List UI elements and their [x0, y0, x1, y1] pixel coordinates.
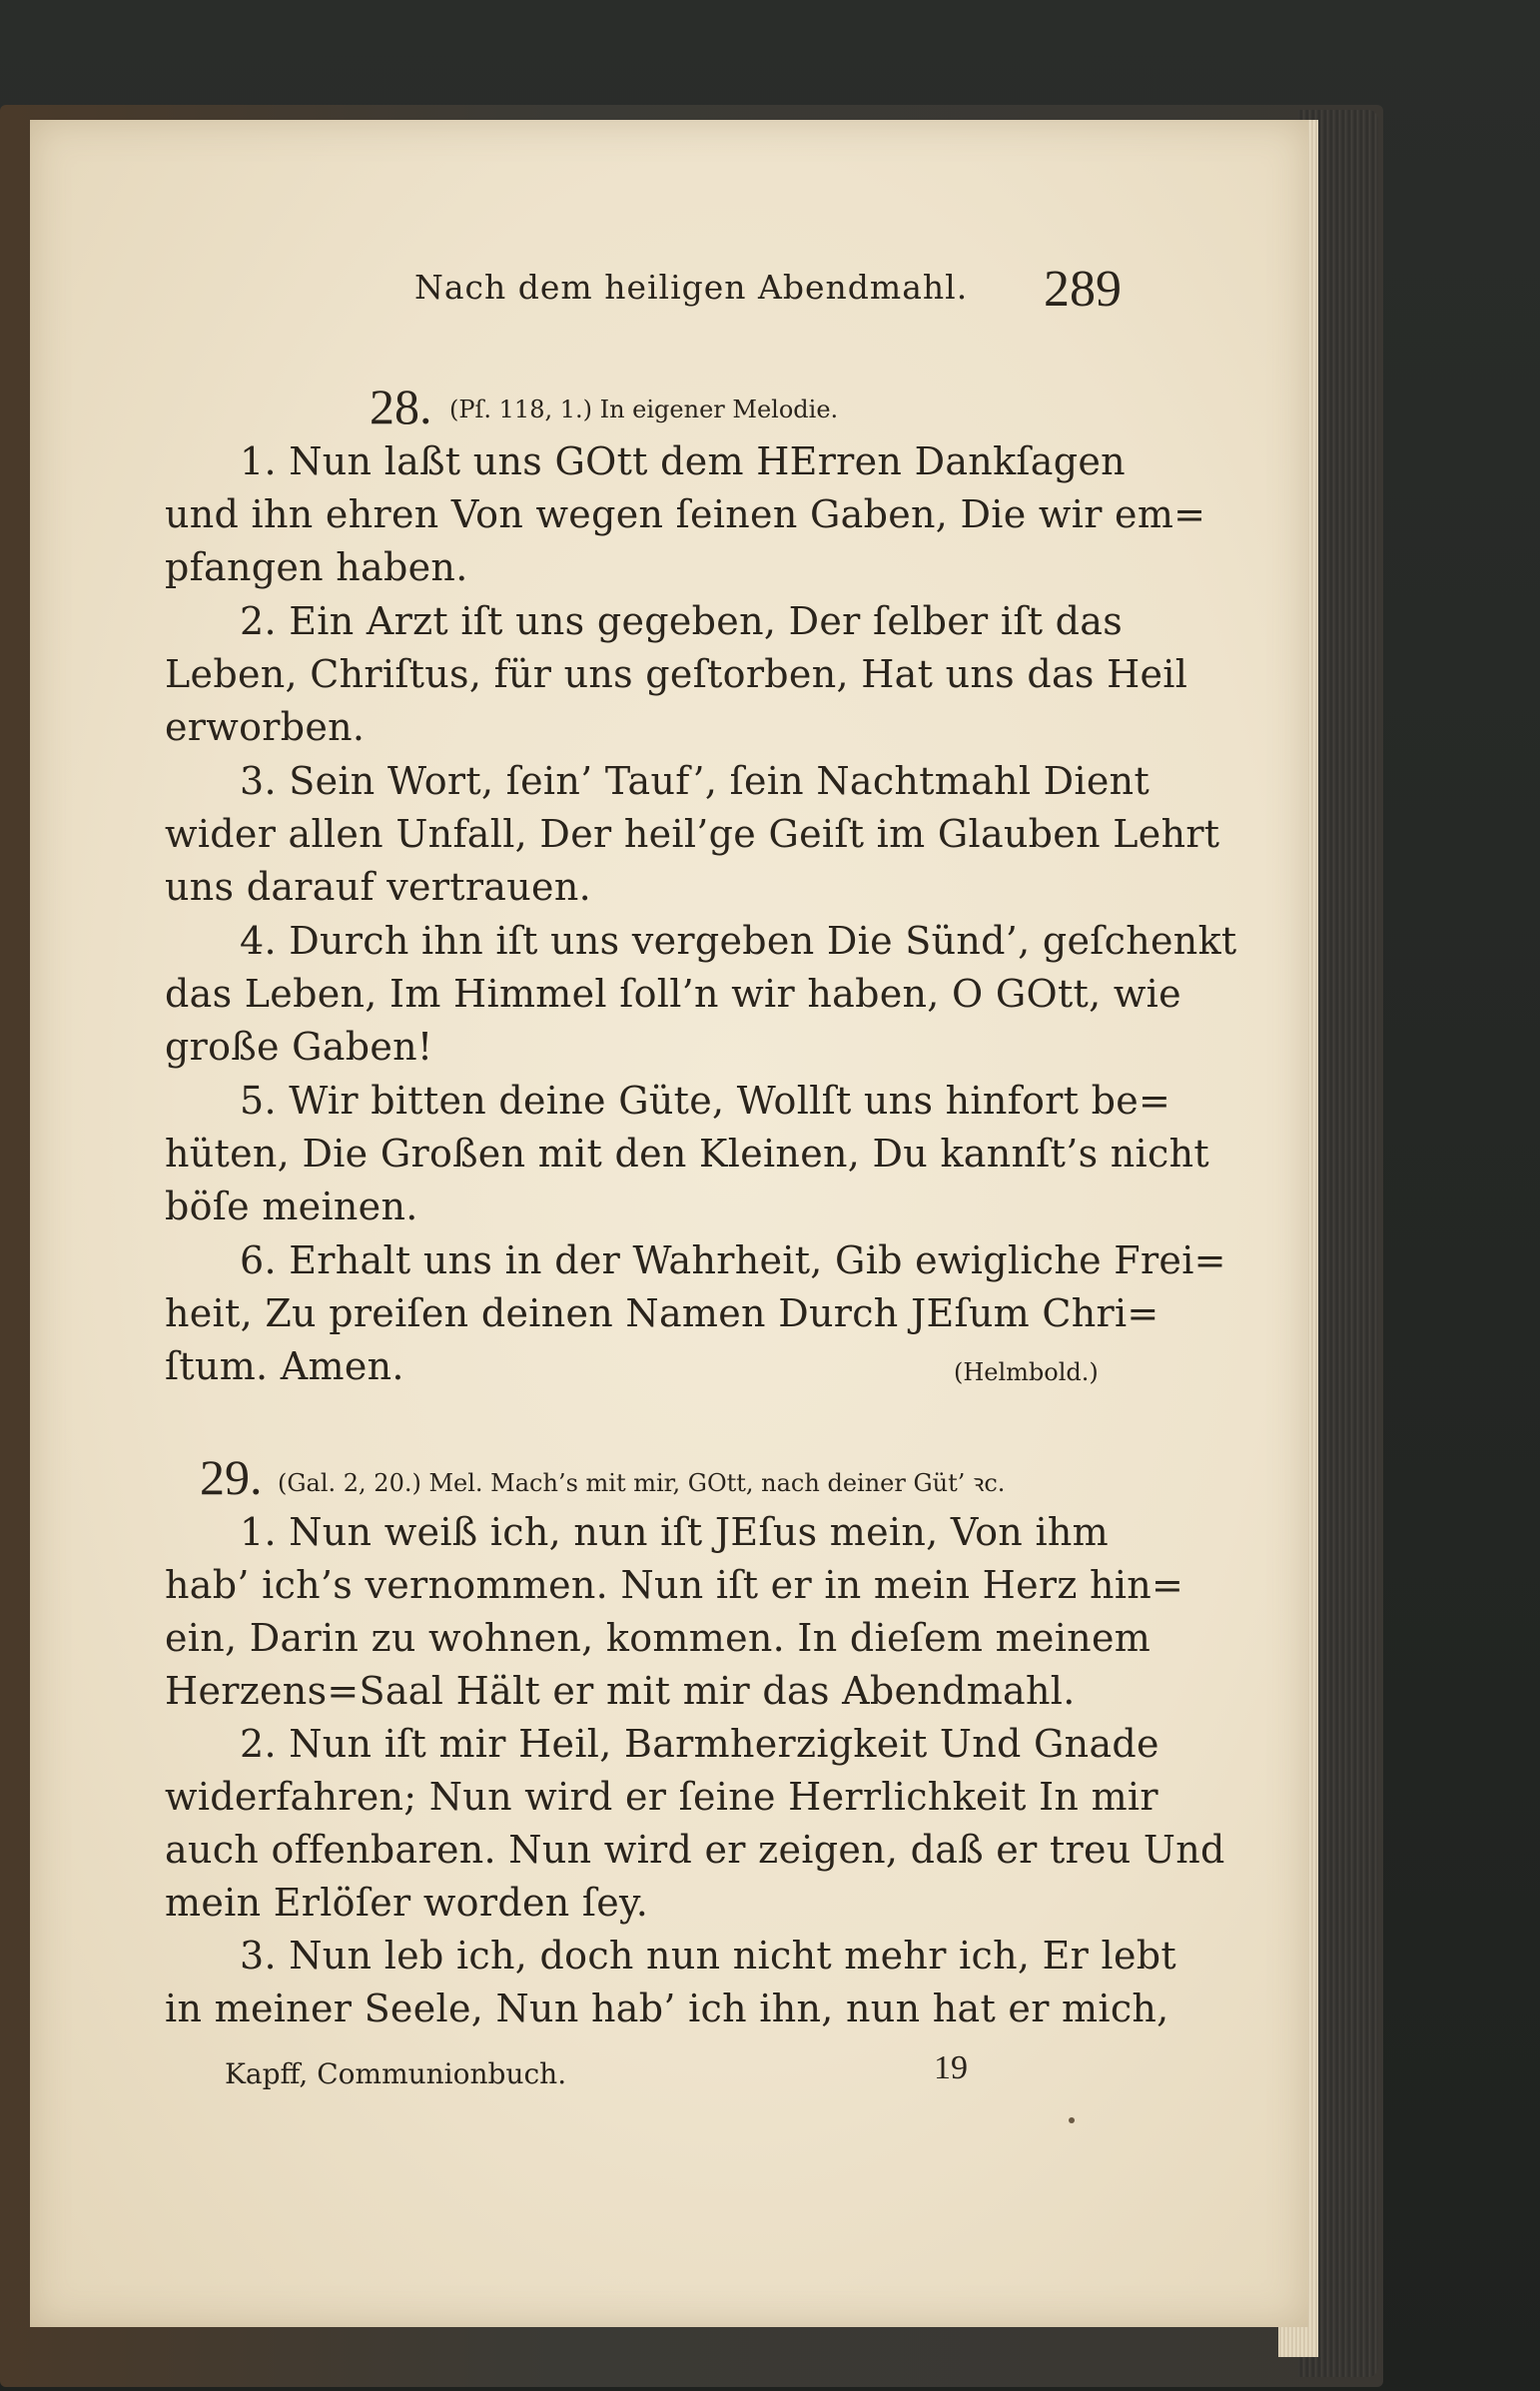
verse-line: auch offenbaren. Nun wird er zeigen, daß er treu Und	[165, 1828, 1225, 1872]
verse-line: 3. Sein Wort, ſein’ Tauf’, ſein Nachtmahl Dient	[240, 759, 1151, 803]
hymn-number: 28.	[370, 379, 432, 434]
verse-line: heit, Zu preiſen deinen Namen Durch JEſum Chri=	[165, 1291, 1159, 1335]
hymn-number: 29.	[200, 1449, 263, 1505]
hymn-attribution: (Helmbold.)	[954, 1358, 1099, 1386]
verse-line: wider allen Unfall, Der heil’ge Geiſt im Glauben Lehrt	[165, 812, 1220, 856]
verse-line: das Leben, Im Himmel ſoll’n wir haben, O GOtt, wie	[165, 972, 1181, 1016]
page-number: 289	[1044, 261, 1122, 318]
running-title: Nach dem heiligen Abendmahl.	[414, 268, 969, 307]
verse-line: 1. Nun weiß ich, nun iſt JEſus mein, Von ihm	[240, 1510, 1110, 1554]
ink-speck	[1069, 2117, 1075, 2123]
verse-line: Leben, Chriſtus, für uns geſtorben, Hat uns das Heil	[165, 652, 1188, 696]
verse-line: in meiner Seele, Nun hab’ ich ihn, nun hat er mich,	[165, 1987, 1169, 2030]
verse-line: mein Erlöſer worden ſey.	[165, 1881, 649, 1925]
verse-line: 2. Ein Arzt iſt uns gegeben, Der ſelber iſt das	[240, 599, 1124, 643]
verse-line: 4. Durch ihn iſt uns vergeben Die Sünd’, geſchenkt	[240, 919, 1237, 963]
verse-line: ein, Darin zu wohnen, kommen. In dieſem meinem	[165, 1616, 1152, 1660]
verse-line: widerfahren; Nun wird er ſeine Herrlichkeit In mir	[165, 1775, 1158, 1819]
verse-line: 6. Erhalt uns in der Wahrheit, Gib ewigliche Frei=	[240, 1238, 1226, 1282]
verse-line: erworben.	[165, 705, 366, 749]
hymn-reference: (Pſ. 118, 1.) In eigener Melodie.	[449, 396, 839, 423]
verse-line: hüten, Die Großen mit den Kleinen, Du kannſt’s nicht	[165, 1132, 1209, 1176]
verse-line: uns darauf vertrauen.	[165, 865, 591, 909]
hymn-reference: (Gal. 2, 20.) Mel. Mach’s mit mir, GOtt, nach deiner Güt’ ꝛc.	[278, 1469, 1006, 1497]
verse-line: 2. Nun iſt mir Heil, Barmherzigkeit Und Gnade	[240, 1722, 1159, 1766]
footer-signature: 19	[934, 2049, 968, 2086]
footer-book-title: Kapff, Communionbuch.	[225, 2057, 567, 2090]
verse-line: böſe meinen.	[165, 1185, 418, 1228]
verse-line: 1. Nun laßt uns GOtt dem HErren Dankſagen	[240, 439, 1126, 483]
verse-line: Herzens=Saal Hält er mit mir das Abendmahl.	[165, 1669, 1076, 1713]
verse-line: pfangen haben.	[165, 545, 468, 589]
verse-line: 5. Wir bitten deine Güte, Wollſt uns hinfort be=	[240, 1079, 1171, 1123]
verse-line: hab’ ich’s vernommen. Nun iſt er in mein Herz hin=	[165, 1563, 1184, 1607]
verse-line: und ihn ehren Von wegen ſeinen Gaben, Die wir em=	[165, 492, 1206, 536]
verse-line: ſtum. Amen.	[165, 1344, 404, 1388]
verse-line: große Gaben!	[165, 1025, 433, 1069]
book-page	[30, 120, 1308, 2327]
verse-line: 3. Nun leb ich, doch nun nicht mehr ich, Er lebt	[240, 1934, 1176, 1978]
